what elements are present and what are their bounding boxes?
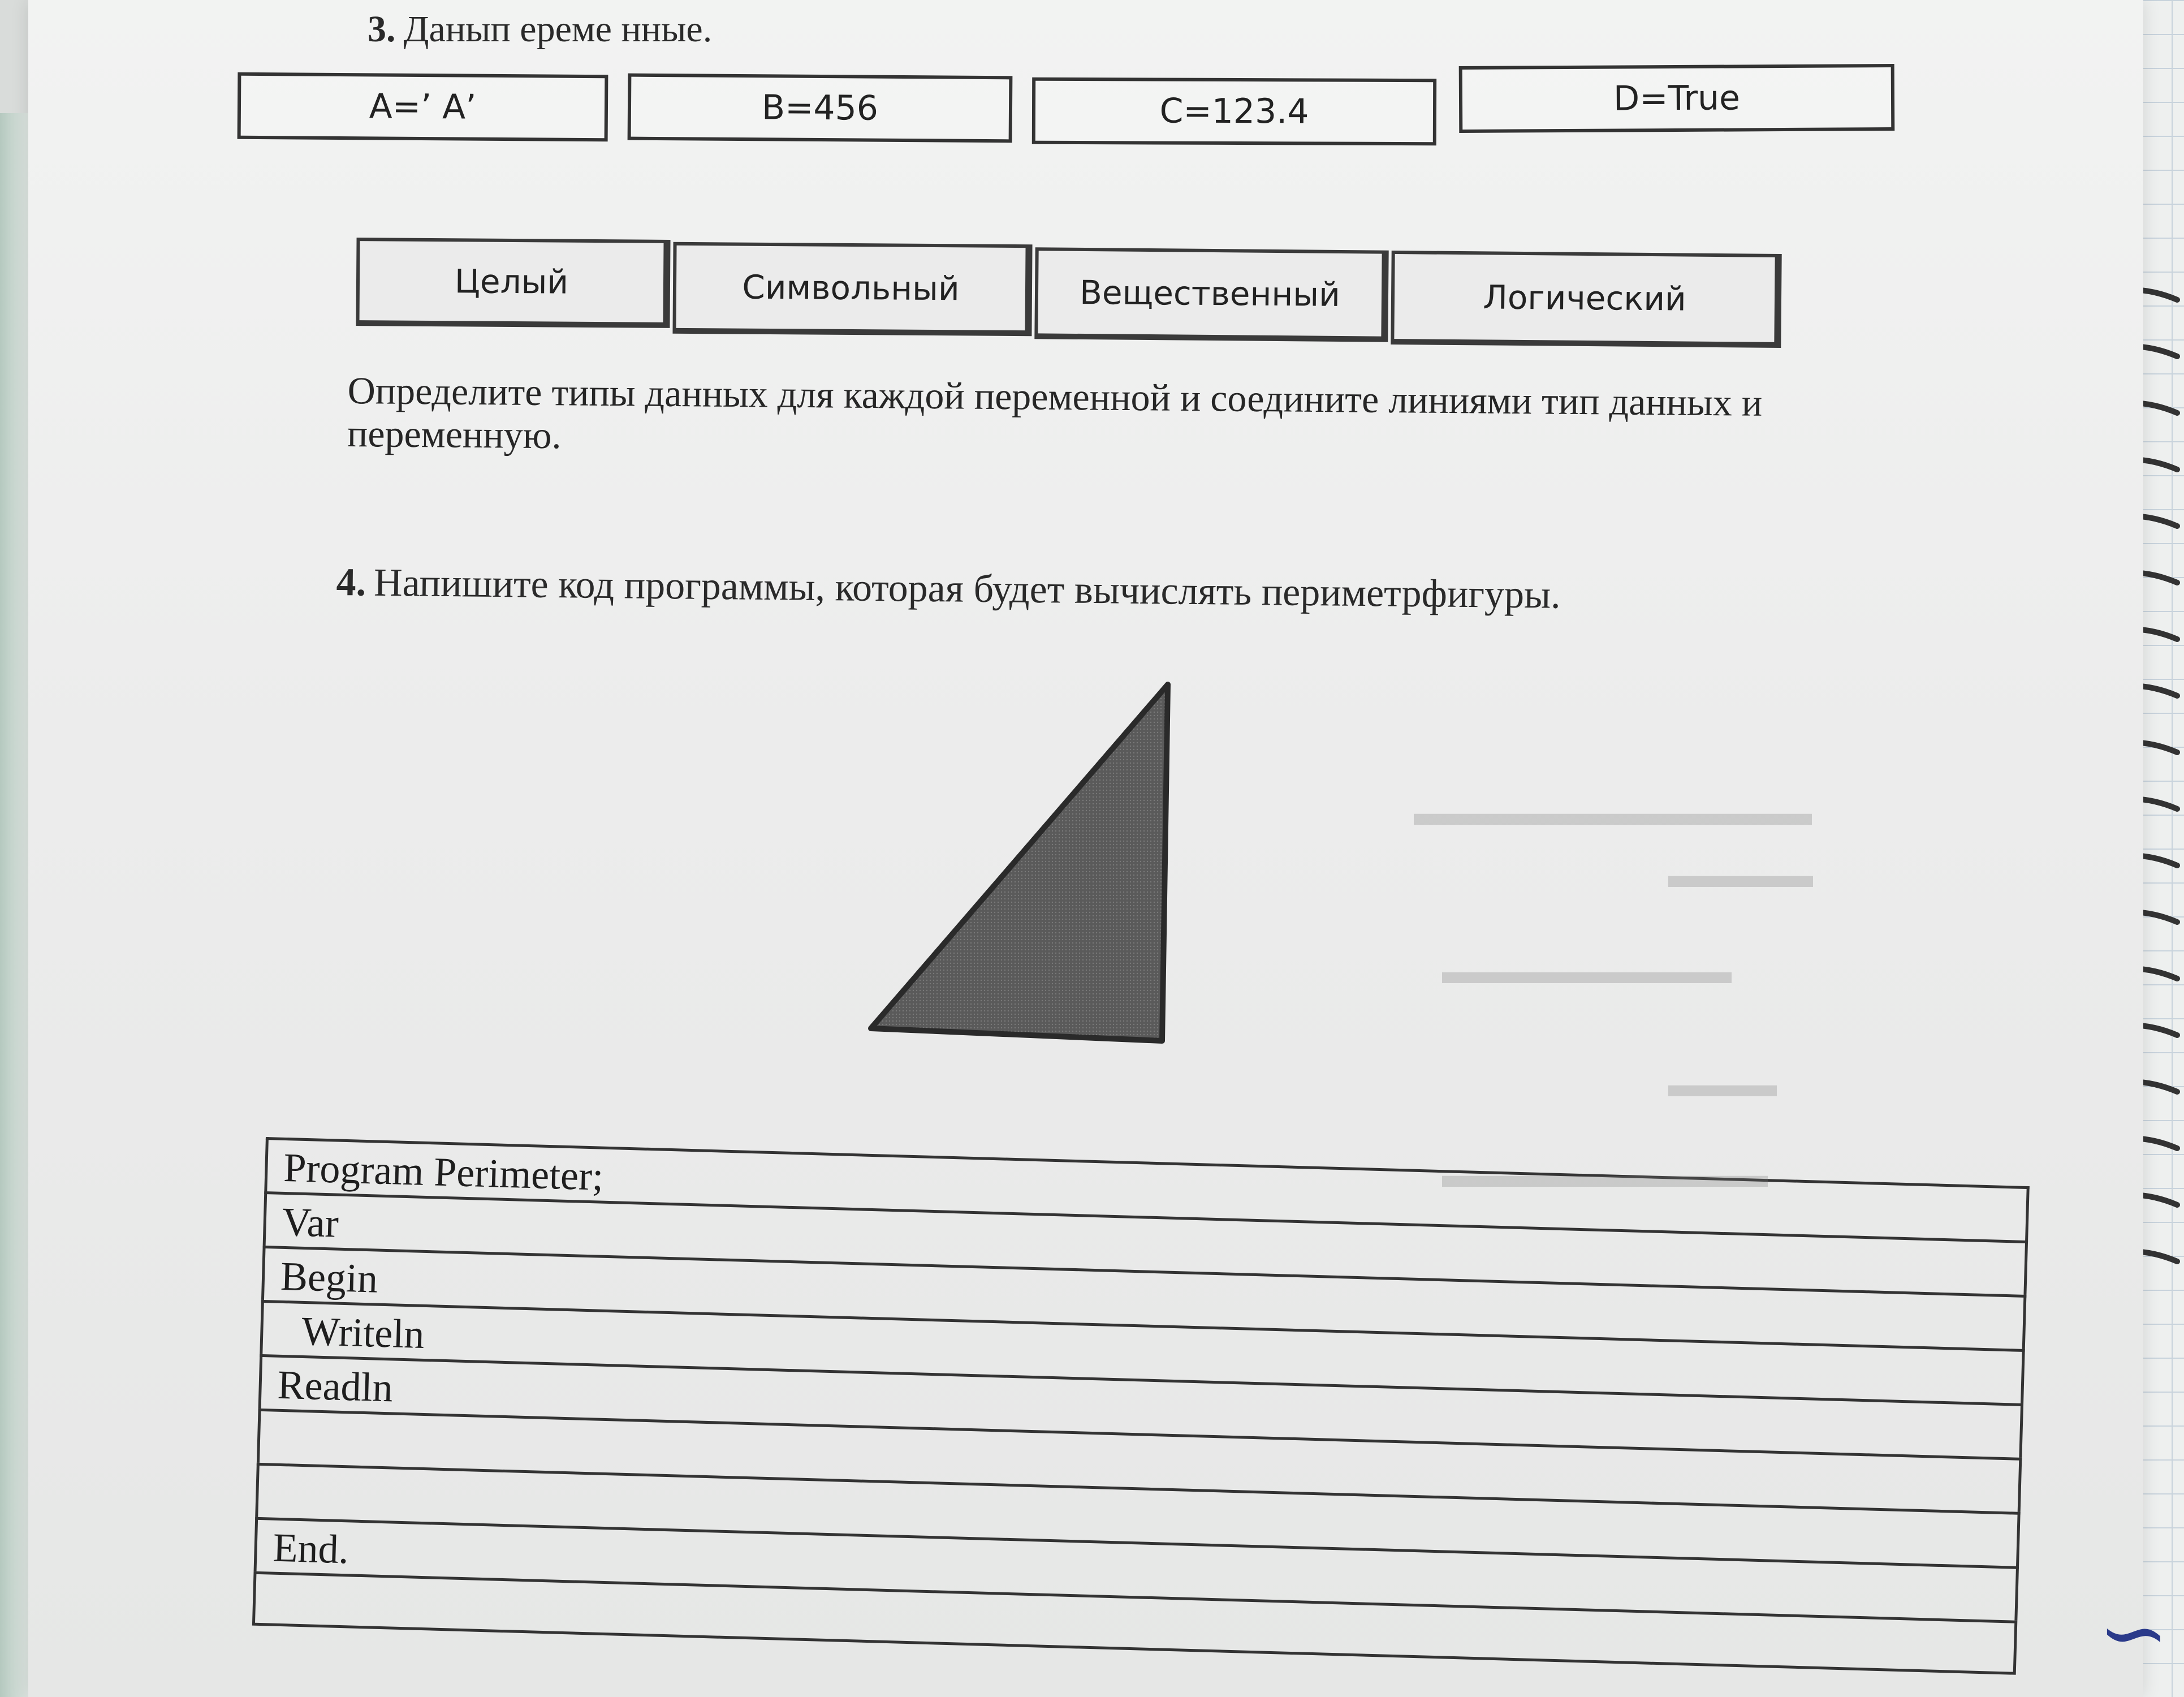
code-line-2[interactable]: Var <box>263 1191 2028 1295</box>
code-table <box>252 1137 2030 1675</box>
task3-heading <box>368 8 712 51</box>
task3-instruction <box>347 369 1763 467</box>
variable-box-b[interactable]: B=456 <box>628 74 1013 143</box>
type-box-integer[interactable]: Целый <box>356 238 670 328</box>
task3-instruction-line2: переменную. <box>347 411 562 457</box>
task3-number: 3. <box>368 8 396 50</box>
bleed-through-text: ▬▬▬▬ <box>1668 855 1813 895</box>
code-line-4[interactable]: Writeln <box>260 1300 2025 1403</box>
triangle-figure <box>837 673 1199 1058</box>
type-box-real[interactable]: Вещественный <box>1034 247 1388 342</box>
task3-title: Данып ереме нные. <box>403 8 713 50</box>
variable-box-a[interactable]: A=’ A’ <box>238 72 608 142</box>
task4-title: Напишите код программы, которая будет вычислять периметрфигуры. <box>373 561 1561 617</box>
task3-instruction-line1: Определите типы данных для каждой переменной и соедините линиями тип данных и <box>347 369 1763 424</box>
triangle-shape <box>871 684 1168 1041</box>
variable-box-d[interactable]: D=True <box>1459 64 1895 133</box>
bleed-through-text: ▬▬▬▬▬▬▬▬▬ <box>1442 1155 1768 1195</box>
code-line-5[interactable]: Readln <box>258 1354 2023 1458</box>
bleed-through-text: ▬▬▬▬▬▬▬▬▬▬▬ <box>1414 792 1812 833</box>
variable-box-c[interactable]: C=123.4 <box>1032 77 1436 145</box>
task4-heading <box>336 560 1561 618</box>
type-box-char[interactable]: Символьный <box>672 242 1032 336</box>
code-line-1[interactable]: Program Perimeter; <box>264 1137 2029 1241</box>
code-line-8[interactable]: End. <box>254 1517 2019 1621</box>
bleed-through-text: ▬▬▬▬▬▬▬▬ <box>1442 951 1732 991</box>
worksheet-page <box>28 0 2143 1697</box>
type-box-boolean[interactable]: Логический <box>1391 251 1781 348</box>
bleed-through-text: ▬▬▬ <box>1668 1064 1777 1104</box>
handwriting-mark: ∽ <box>2098 1584 2169 1682</box>
task4-number: 4. <box>336 560 366 605</box>
code-line-3[interactable]: Begin <box>261 1246 2026 1349</box>
